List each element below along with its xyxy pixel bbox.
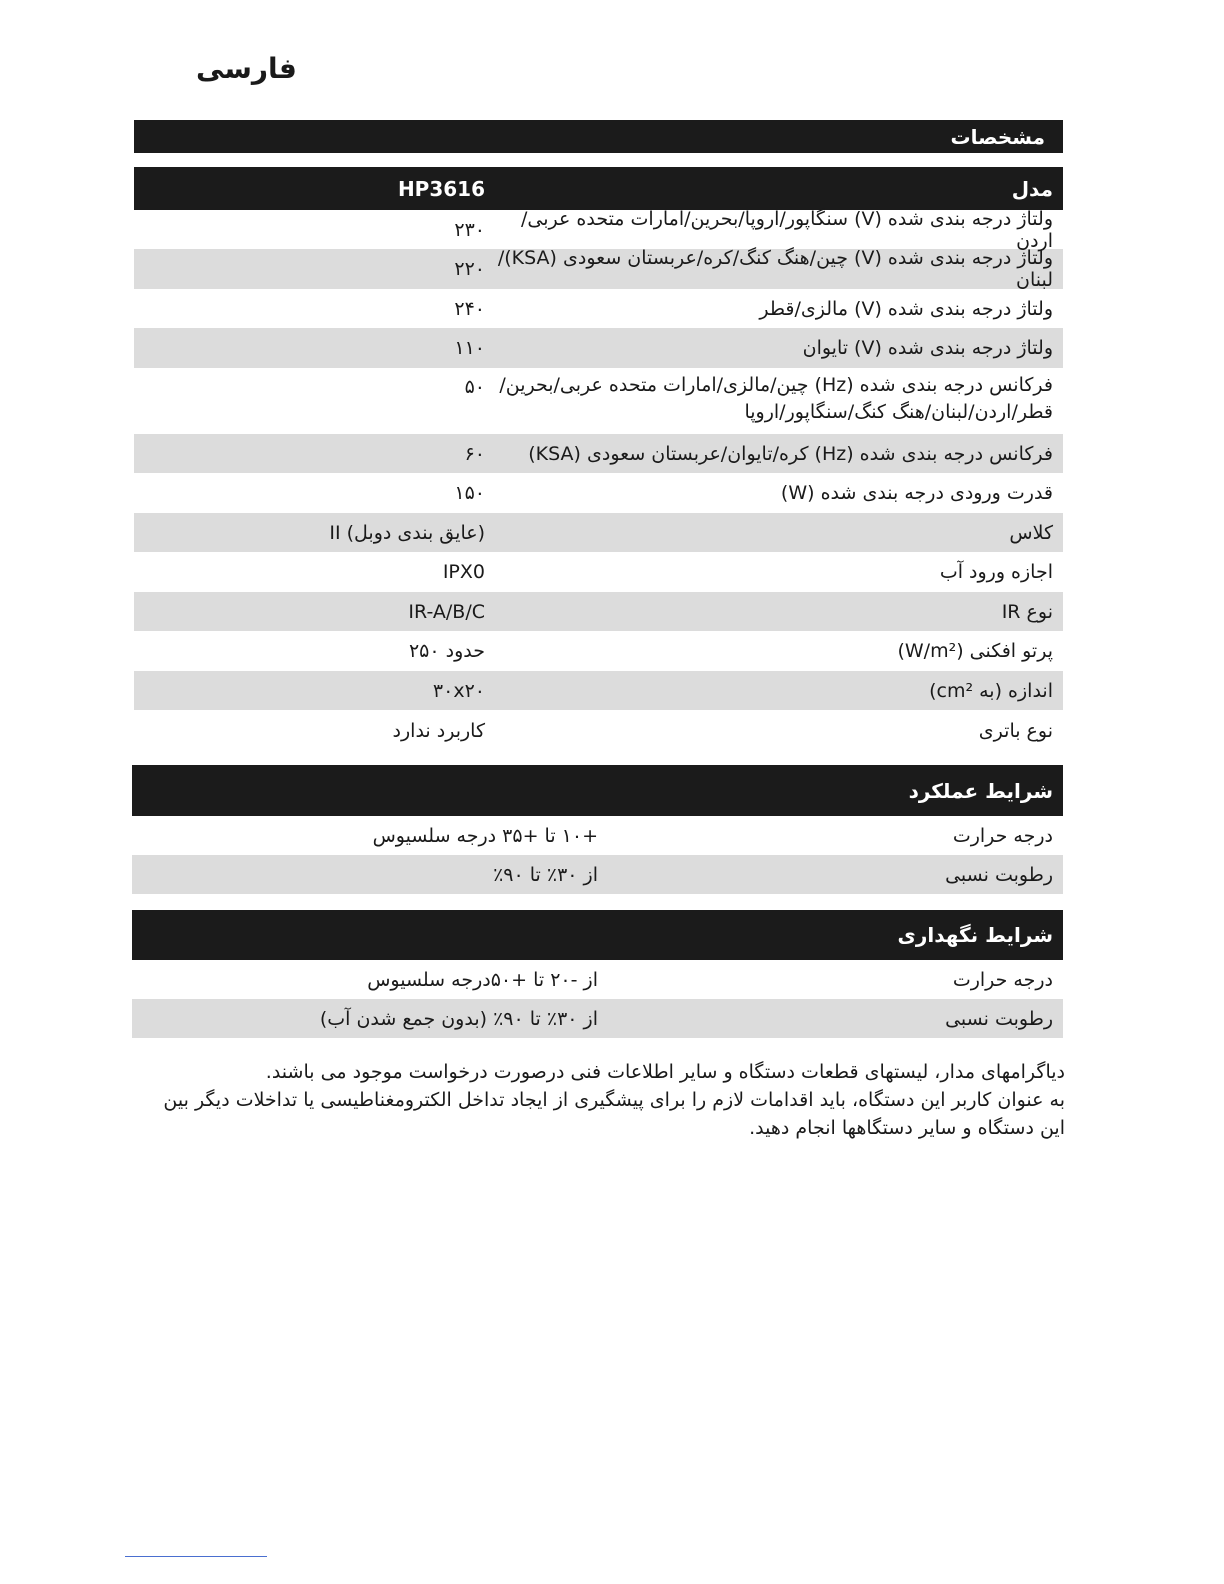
page-title: فارسی — [196, 52, 297, 85]
spec-row — [134, 289, 1063, 328]
storage-row — [132, 999, 1063, 1038]
spec-label: فرکانس درجه بندی شده (Hz) کره/تایوان/عربستان سعودی (KSA) — [528, 442, 1053, 465]
model-label: مدل — [1011, 176, 1053, 201]
section-title-operating: شرایط عملکرد — [132, 765, 1063, 816]
spec-value: ۳۰x۲۰ — [432, 679, 485, 702]
spec-value: ۵۰ — [464, 376, 485, 398]
storage-label: رطوبت نسبی — [945, 1007, 1053, 1030]
model-value: HP3616 — [397, 176, 485, 201]
spec-value: IR-A/B/C — [408, 600, 485, 623]
spec-label: ولتاژ درجه بندی شده (V) سنگاپور/اروپا/بحرین/امارات متحده عربی/اردن — [521, 207, 1053, 252]
spec-value: کاربرد ندارد — [392, 720, 485, 742]
spec-value: حدود ۲۵۰ — [408, 640, 485, 662]
spec-row — [134, 328, 1063, 368]
spec-row — [134, 249, 1063, 289]
spec-row — [134, 513, 1063, 552]
spec-value: ۲۳۰ — [454, 218, 485, 241]
spec-row — [134, 368, 1063, 434]
spec-value: ۱۱۰ — [454, 337, 485, 359]
operating-row — [132, 855, 1063, 894]
spec-row — [134, 592, 1063, 631]
note-line-2: به عنوان کاربر این دستگاه، باید اقدامات لازم را برای پیشگیری از ایجاد تداخل الکترومغناطیسی یا تداخلات دیگر بین این دستگاه و سایر دستگاهها انجام دهید. — [163, 1089, 1065, 1139]
storage-value: از -۲۰ تا +۵۰درجه سلسیوس — [367, 968, 598, 991]
note-line-1: دیاگرامهای مدار، لیستهای قطعات دستگاه و سایر اطلاعات فنی درصورت درخواست موجود می باشند. — [265, 1061, 1065, 1083]
operating-label: رطوبت نسبی — [945, 863, 1053, 886]
spec-row — [134, 207, 1063, 252]
spec-row — [134, 434, 1063, 473]
spec-value: ۶۰ — [464, 442, 485, 465]
spec-value: ۲۴۰ — [454, 297, 485, 320]
spec-label: کلاس — [1009, 521, 1053, 544]
spec-label: ولتاژ درجه بندی شده (V) مالزی/قطر — [759, 297, 1053, 320]
operating-conditions-table — [132, 765, 1063, 894]
spec-value: IPX0 — [442, 561, 485, 583]
storage-row — [132, 960, 1063, 999]
spec-label: اندازه (به cm²) — [929, 679, 1053, 702]
spec-label: فرکانس درجه بندی شده (Hz) چین/مالزی/امارات متحده عربی/بحرین/قطر/اردن/لبنان/هنگ کنگ/سنگاپور/اروپا — [499, 374, 1053, 423]
spec-label: پرتو افکنی (W/m²) — [897, 640, 1053, 662]
spec-row — [134, 552, 1063, 592]
spec-row — [134, 631, 1063, 671]
storage-conditions-table — [132, 910, 1063, 1038]
spec-value: ۲۲۰ — [454, 258, 485, 280]
spec-label: قدرت ورودی درجه بندی شده (W) — [780, 482, 1053, 504]
operating-label: درجه حرارت — [952, 824, 1053, 847]
spec-row — [134, 710, 1063, 752]
model-header-row — [134, 167, 1063, 210]
technical-notes — [134, 1058, 1065, 1142]
spec-label: ولتاژ درجه بندی شده (V) چین/هنگ کنگ/کره/عربستان سعودی (KSA)/لبنان — [497, 247, 1053, 291]
section-title-storage: شرایط نگهداری — [132, 910, 1063, 960]
storage-label: درجه حرارت — [952, 968, 1053, 991]
spec-label: ولتاژ درجه بندی شده (V) تایوان — [802, 337, 1053, 359]
spec-label: اجازه ورود آب — [939, 561, 1053, 583]
spec-row — [134, 473, 1063, 513]
operating-value: +۱۰ تا +۳۵ درجه سلسیوس — [372, 824, 598, 847]
spec-value: ۱۵۰ — [454, 482, 485, 504]
footer-divider — [125, 1556, 267, 1557]
storage-value: از ۳۰٪ تا ۹۰٪ (بدون جمع شدن آب) — [319, 1007, 598, 1030]
operating-row — [132, 816, 1063, 855]
spec-label: نوع IR — [1001, 600, 1053, 623]
spec-label: نوع باتری — [978, 720, 1053, 742]
specifications-table — [134, 120, 1063, 752]
operating-value: از ۳۰٪ تا ۹۰٪ — [493, 863, 598, 886]
section-title-specifications: مشخصات — [134, 120, 1063, 153]
spec-row — [134, 671, 1063, 710]
spec-value: II (عایق بندی دوبل) — [329, 521, 485, 544]
